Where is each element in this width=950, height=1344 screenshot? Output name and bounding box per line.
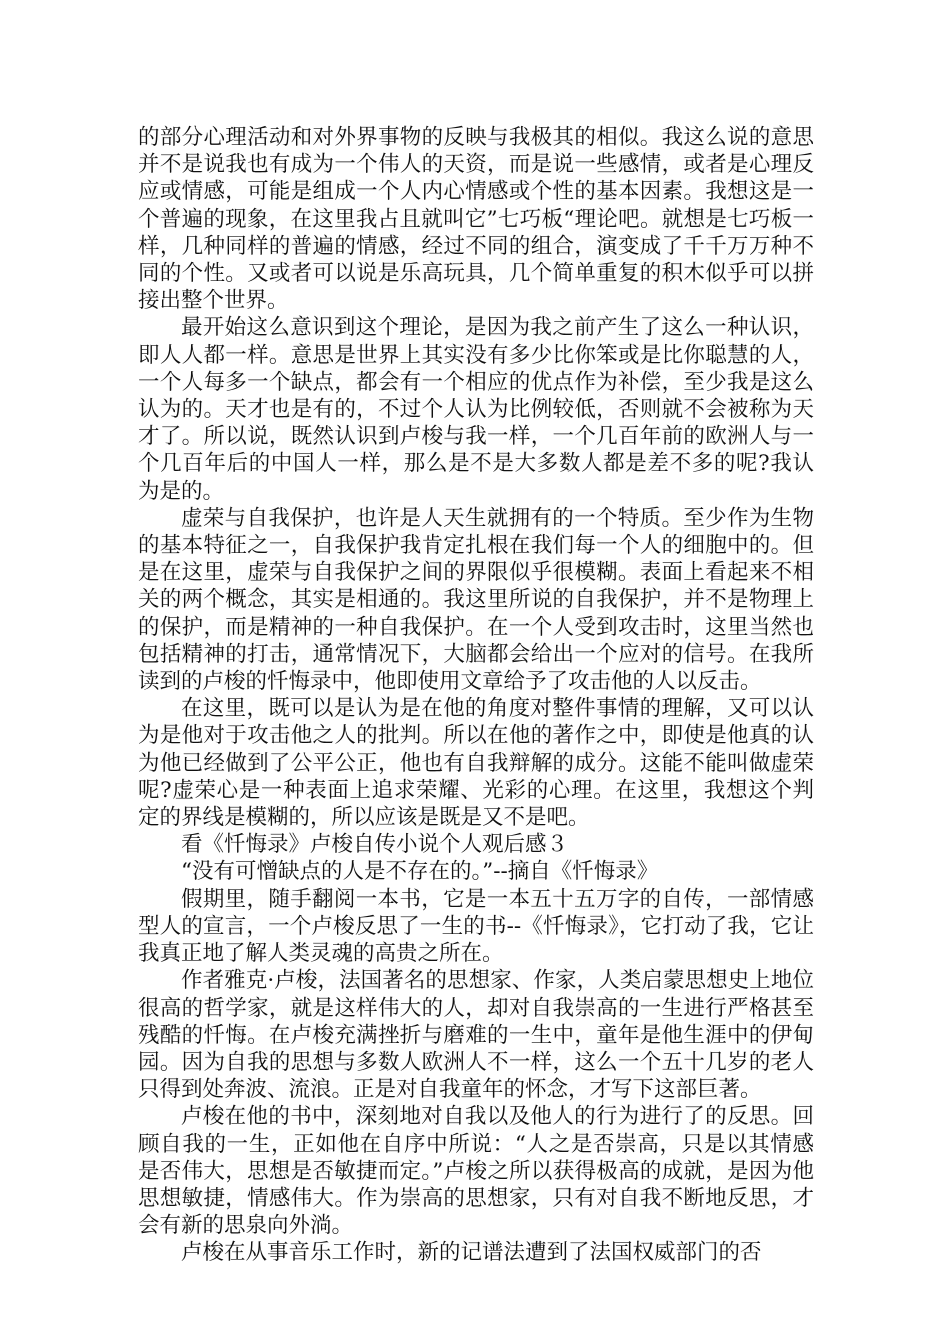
- paragraph-3: 虚荣与自我保护，也许是人天生就拥有的一个特质。至少作为生物的基本特征之一，自我保护我肯定扎根在我们每一个人的细胞中的。但是在这里，虚荣与自我保护之间的界限似乎很模糊。表面上看起来不相关的两个概念，其实是相通的。我这里所说的自我保护，并不是物理上的保护，而是精神的一种自我保护。在一个人受到攻击时，这里当然也包括精神的打击，通常情况下，大脑都会给出一个应对的信号。在我所读到的卢梭的忏悔录中，他即使用文章给予了攻击他的人以反击。: [138, 505, 814, 695]
- paragraph-6: 作者雅克·卢梭，法国著名的思想家、作家，人类启蒙思想史上地位很高的哲学家，就是这样伟大的人，却对自我崇高的一生进行严格甚至残酷的忏悔。在卢梭充满挫折与磨难的一生中，童年是他生涯中的伊甸园。因为自我的思想与多数人欧洲人不一样，这么一个五十几岁的老人只得到处奔波、流浪。正是对自我童年的怀念，才写下这部巨著。: [138, 968, 814, 1103]
- paragraph-7: 卢梭在他的书中，深刻地对自我以及他人的行为进行了的反思。回顾自我的一生，正如他在自序中所说：“人之是否崇高，只是以其情感是否伟大，思想是否敏捷而定。”卢梭之所以获得极高的成就，是因为他思想敏捷，情感伟大。作为崇高的思想家，只有对自我不断地反思，才会有新的思泉向外淌。: [138, 1104, 814, 1239]
- paragraph-1: 的部分心理活动和对外界事物的反映与我极其的相似。我这么说的意思并不是说我也有成为一个伟人的天资，而是说一些感情，或者是心理反应或情感，可能是组成一个人内心情感或个性的基本因素。我想这是一个普遍的现象，在这里我占且就叫它”七巧板“理论吧。就想是七巧板一样，几种同样的普遍的情感，经过不同的组合，演变成了千千万万种不同的个性。又或者可以说是乐高玩具，几个简单重复的积木似乎可以拼接出整个世界。: [138, 125, 814, 314]
- paragraph-5: 假期里，随手翻阅一本书，它是一本五十五万字的自传，一部情感型人的宣言，一个卢梭反思了一生的书--《忏悔录》，它打动了我，它让我真正地了解人类灵魂的高贵之所在。: [138, 886, 814, 967]
- paragraph-8: 卢梭在从事音乐工作时，新的记谱法遭到了法国权威部门的否: [181, 1240, 762, 1266]
- epigraph-quote: “没有可憎缺点的人是不存在的。”--摘自《忏悔录》: [181, 859, 659, 885]
- paragraph-4: 在这里，既可以是认为是在他的角度对整件事情的理解，又可以认为是他对于攻击他之人的批判。所以在他的著作之中，即使是他真的认为他已经做到了公平公正，他也有自我辩解的成分。这能不能叫做虚荣呢?虚荣心是一种表面上追求荣耀、光彩的心理。在这里，我想这个判定的界线是模糊的，所以应该是既是又不是吧。: [138, 696, 814, 831]
- paragraph-2: 最开始这么意识到这个理论，是因为我之前产生了这么一种认识，即人人都一样。意思是世界上其实没有多少比你笨或是比你聪慧的人，一个人每多一个缺点，都会有一个相应的优点作为补偿，至少我是这么认为的。天才也是有的，不过个人认为比例较低，否则就不会被称为天才了。所以说，既然认识到卢梭与我一样，一个几百年前的欧洲人与一个几百年后的中国人一样，那么是不是大多数人都是差不多的呢?我认为是的。: [138, 315, 814, 504]
- document-body: [138, 124, 814, 1267]
- section-heading: 看《忏悔录》卢梭自传小说个人观后感３: [181, 832, 569, 858]
